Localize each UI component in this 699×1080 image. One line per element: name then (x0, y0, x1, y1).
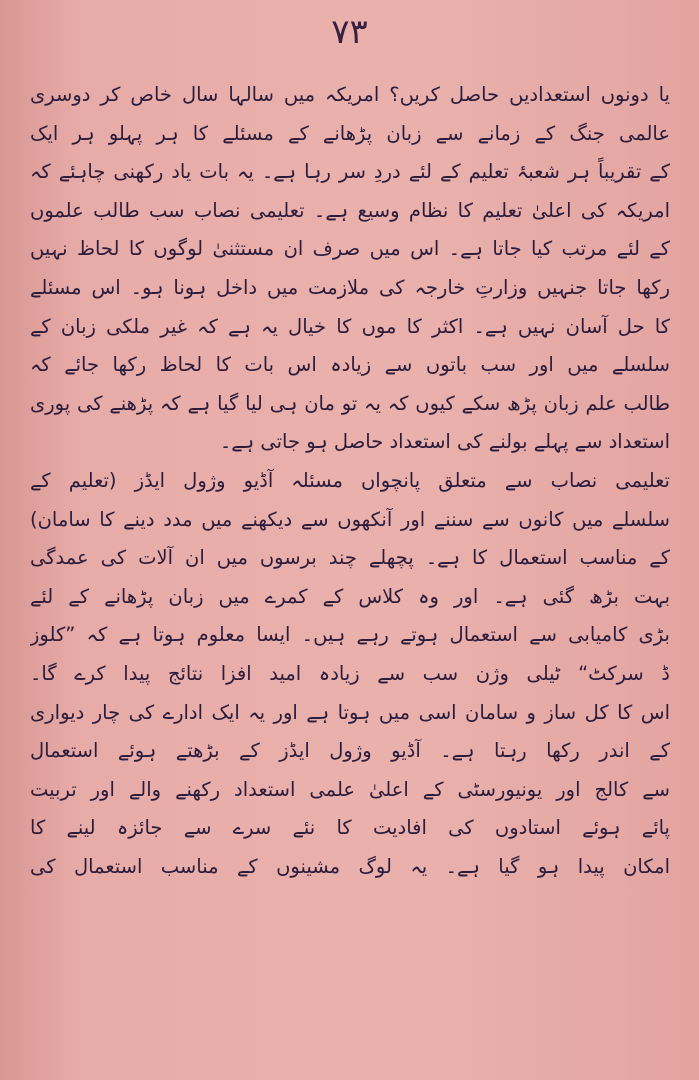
text-line: امریکہ کی اعلیٰ تعلیم کا نظام وسیع ہے۔ تعلیمی نصاب سب طالب علموں (30, 198, 670, 222)
text-line: کا حل آسان نہیں ہے۔ اکثر کا موں کا خیال یہ ہے کہ غیر ملکی زبان کے (30, 314, 670, 338)
paragraph-end-line: استعداد سے پہلے بولنے کی استعداد حاصل ہو جاتی ہے۔ (219, 430, 670, 454)
text-line: کے تقریباً ہر شعبۂ تعلیم کے لئے دردِ سر رہا ہے۔ یہ بات یاد رکھنی چاہئے کہ (30, 160, 670, 184)
text-line: تعلیمی نصاب سے متعلق پانچواں مسئلہ آڈیو وژول ایڈز (تعلیم کے (30, 468, 670, 492)
text-line: طالب علم زبان پڑھ سکے کیوں کہ یہ تو مان ہی لیا گیا ہے کہ پڑھنے کی پوری (30, 391, 670, 415)
text-line: ڈ سرکٹ“ ٹیلی وژن سب سے زیادہ امید افزا نتائج پیدا کرے گا۔ (30, 661, 670, 685)
text-line: رکھا جاتا جنہیں وزارتِ خارجہ کی ملازمت میں داخل ہونا ہو۔ اس مسئلے (30, 275, 670, 299)
text-line: عالمی جنگ کے زمانے سے زبان پڑھانے کے مسئلے کا ہر پہلو ہر ایک (30, 121, 670, 145)
page-number: ۷۳ (331, 12, 368, 52)
text-line: یا دونوں استعدادیں حاصل کریں؟ امریکہ میں سالہا سال خاص کر دوسری (30, 83, 670, 106)
text-line: بہت بڑھ گئی ہے۔ اور وہ کلاس کے کمرے میں زبان پڑھانے کے لئے (30, 584, 670, 608)
text-line: بڑی کامیابی سے استعمال ہوتے رہے ہیں۔ ایسا معلوم ہوتا ہے کہ ”کلوز (30, 623, 670, 647)
page-body-text (30, 76, 670, 886)
text-line: اس کا کل ساز و سامان اسی میں ہوتا ہے اور یہ ایک ادارے کی چار دیواری (30, 700, 670, 724)
text-line: سلسلے میں کانوں سے سننے اور آنکھوں سے دیکھنے میں مدد دینے کا سامان) (30, 507, 670, 531)
text-line: سے کالج اور یونیورسٹی کے اعلیٰ علمی استعداد رکھنے والے اور تربیت (30, 777, 670, 801)
text-line: کے مناسب استعمال کا ہے۔ پچھلے چند برسوں میں ان آلات کی عمدگی (30, 546, 670, 570)
text-line: امکان پیدا ہو گیا ہے۔ یہ لوگ مشینوں کے مناسب استعمال کی (30, 854, 670, 878)
text-line: کے اندر رکھا رہتا ہے۔ آڈیو وژول ایڈز کے بڑھتے ہوئے استعمال (30, 739, 670, 763)
text-line: پائے ہوئے استادوں کی افادیت کا نئے سرے سے جائزہ لینے کا (30, 816, 670, 840)
text-line: سلسلے میں اور سب باتوں سے زیادہ اس بات کا لحاظ رکھا جائے کہ (30, 353, 670, 377)
text-line: کے لئے مرتب کیا جاتا ہے۔ اس میں صرف ان مستثنیٰ لوگوں کا لحاظ نہیں (30, 237, 670, 261)
